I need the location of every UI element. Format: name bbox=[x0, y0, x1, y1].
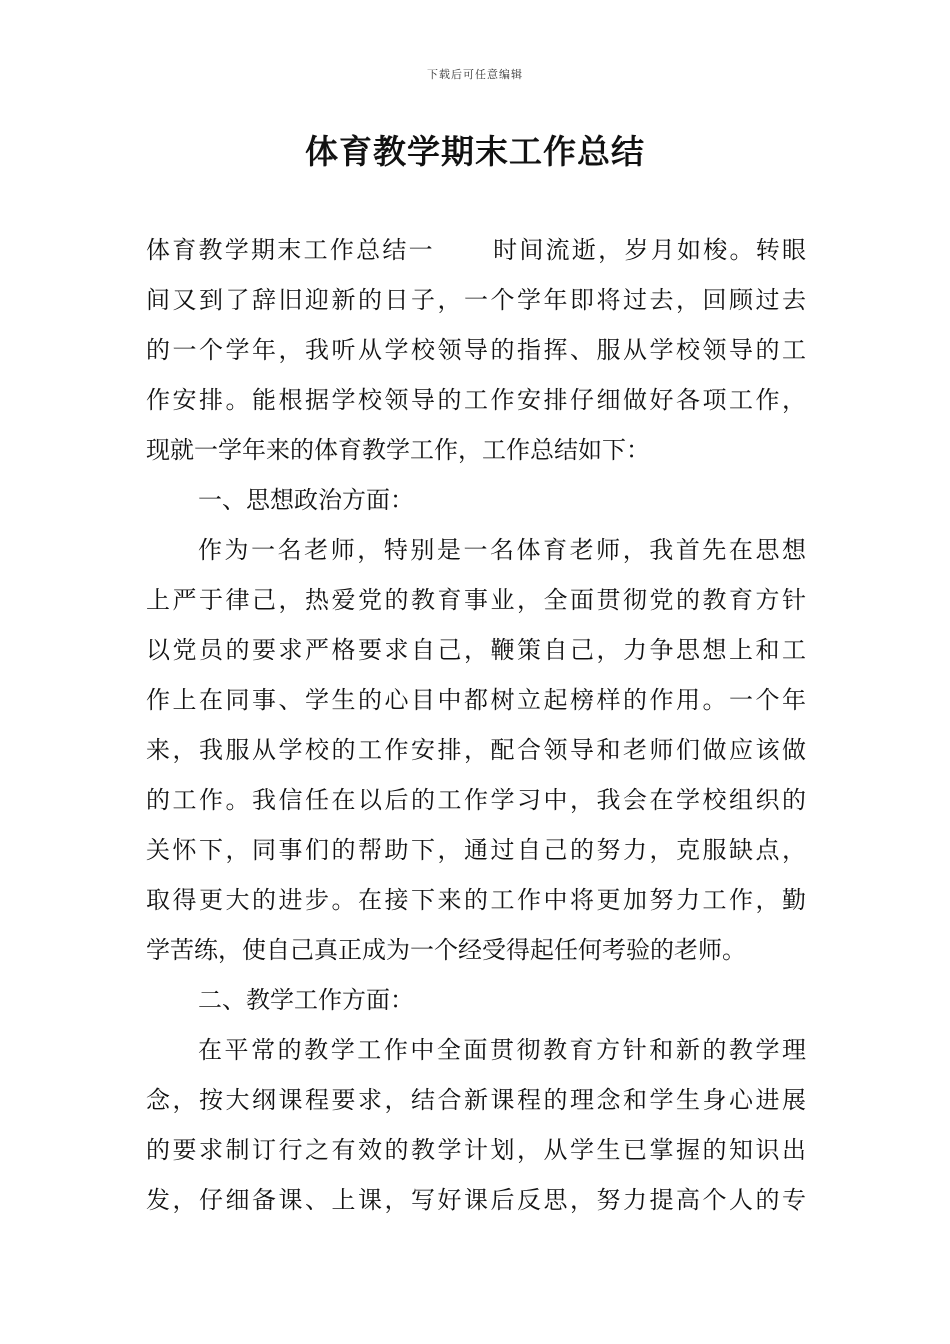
paragraph-line: 以党员的要求严格要求自己，鞭策自己，力争思想上和工 bbox=[146, 636, 806, 664]
paragraph-line: 取得更大的进步。在接下来的工作中将更加努力工作，勤 bbox=[146, 886, 806, 914]
paragraph-line: 间又到了辞旧迎新的日子，一个学年即将过去，回顾过去 bbox=[146, 286, 806, 314]
paragraph-line: 上严于律己，热爱党的教育事业，全面贯彻党的教育方针 bbox=[146, 586, 806, 614]
paragraph-line: 学苦练，使自己真正成为一个经受得起任何考验的老师。 bbox=[146, 936, 746, 964]
paragraph-line: 在平常的教学工作中全面贯彻教育方针和新的教学理 bbox=[198, 1036, 806, 1064]
paragraph-line: 作为一名老师，特别是一名体育老师，我首先在思想 bbox=[198, 536, 806, 564]
section-heading: 一、思想政治方面： bbox=[198, 486, 414, 514]
section-heading: 二、教学工作方面： bbox=[198, 986, 414, 1014]
page-title: 体育教学期末工作总结 bbox=[305, 132, 645, 171]
document-body bbox=[146, 225, 806, 1225]
paragraph-line: 念，按大纲课程要求，结合新课程的理念和学生身心进展 bbox=[146, 1086, 806, 1114]
paragraph-line bbox=[146, 225, 806, 275]
paragraph-line: 来，我服从学校的工作安排，配合领导和老师们做应该做 bbox=[146, 736, 806, 764]
paragraph-line: 发，仔细备课、上课，写好课后反思，努力提高个人的专 bbox=[146, 1186, 806, 1214]
line-text: 时间流逝，岁月如梭。转眼 bbox=[490, 236, 807, 264]
paragraph-line: 的要求制订行之有效的教学计划，从学生已掌握的知识出 bbox=[146, 1136, 806, 1164]
paragraph-line: 作上在同事、学生的心目中都树立起榜样的作用。一个年 bbox=[146, 686, 806, 714]
paragraph-line: 的工作。我信任在以后的工作学习中，我会在学校组织的 bbox=[146, 786, 806, 814]
paragraph-line: 关怀下，同事们的帮助下，通过自己的努力，克服缺点， bbox=[146, 836, 806, 864]
paragraph-line: 作安排。能根据学校领导的工作安排仔细做好各项工作， bbox=[146, 386, 806, 414]
intro-heading: 体育教学期末工作总结一 bbox=[146, 236, 435, 264]
paragraph-line: 现就一学年来的体育教学工作，工作总结如下： bbox=[146, 436, 650, 464]
paragraph-line: 的一个学年，我听从学校领导的指挥、服从学校领导的工 bbox=[146, 336, 806, 364]
header-note: 下载后可任意编辑 bbox=[427, 68, 523, 81]
